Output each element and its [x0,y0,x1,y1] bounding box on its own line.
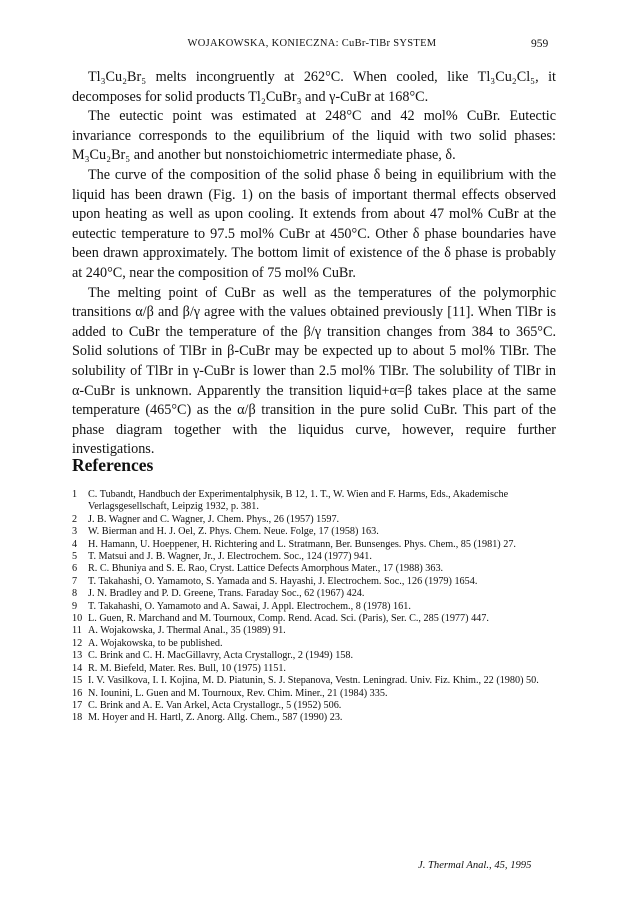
body-text [72,68,556,460]
reference-item [72,551,556,563]
reference-item [72,563,556,575]
reference-item [72,625,556,637]
reference-item [72,489,556,514]
reference-item [72,526,556,538]
reference-number: 9 [72,600,78,612]
reference-number: 1 [72,489,78,500]
reference-list [72,489,556,725]
reference-number: 17 [72,699,83,711]
references-heading: References [72,455,154,475]
page-number: 959 [531,38,549,50]
reference-number: 5 [72,551,78,563]
reference-text: T. Takahashi, O. Yamamoto, S. Yamada and S. Hayashi, J. Electrochem. Soc., 126 (1979) 1654. [88,575,478,587]
paragraph: Tl₃Cu₂Br₅ melts incongruently at 262°C. When cooled, like Tl₃Cu₂Cl₅, it decomposes for solid products Tl₂CuBr₃ and γ-CuBr at 168°C. [72,69,556,105]
reference-item [72,613,556,625]
reference-text: J. N. Bradley and P. D. Greene, Trans. Faraday Soc., 62 (1967) 424. [88,588,365,600]
reference-text: J. B. Wagner and C. Wagner, J. Chem. Phys., 26 (1957) 1597. [88,513,340,525]
reference-text: L. Guen, R. Marchand and M. Tournoux, Comp. Rend. Acad. Sci. (Paris), Ser. C., 285 (1977) 447. [88,613,489,625]
reference-number: 2 [72,513,78,525]
reference-text: W. Bierman and H. J. Oel, Z. Phys. Chem. Neue. Folge, 17 (1958) 163. [88,526,379,538]
reference-text: N. Iounini, L. Guen and M. Tournoux, Rev. Chim. Miner., 21 (1984) 335. [88,687,388,699]
reference-text: T. Takahashi, O. Yamamoto and A. Sawai, J. Appl. Electrochem., 8 (1978) 161. [88,600,411,612]
reference-item [72,576,556,588]
reference-item [72,700,556,712]
reference-number: 16 [72,687,83,699]
paragraph: The eutectic point was estimated at 248°C and 42 mol% CuBr. Eutectic invariance corresponds to the equilibrium of the liquid with two solid phases: M₃Cu₂Br₅ and another but nonstoichiometric intermediate phase, δ. [72,108,556,164]
reference-item [72,601,556,613]
reference-text: H. Hamann, U. Hoeppener, H. Richtering and L. Stratmann, Ber. Bunsenges. Phys. Chem., 85 (1981) 27. [88,538,516,550]
reference-text: M. Hoyer and H. Hartl, Z. Anorg. Allg. Chem., 587 (1990) 23. [88,712,343,724]
reference-text: I. V. Vasilkova, I. I. Kojina, M. D. Piatunin, S. J. Stepanova, Vestn. Leningrad. Univ. Fiz. Khim., 22 (1980) 50. [88,675,539,687]
reference-item [72,638,556,650]
running-header [0,38,624,54]
reference-text: T. Matsui and J. B. Wagner, Jr., J. Electrochem. Soc., 124 (1977) 941. [88,551,372,563]
reference-item [72,675,556,687]
reference-text: R. C. Bhuniya and S. E. Rao, Cryst. Lattice Defects Amorphous Mater., 17 (1988) 363. [88,563,444,575]
reference-item [72,688,556,700]
reference-number: 3 [72,526,78,538]
paragraph: The melting point of CuBr as well as the temperatures of the polymorphic transitions α/β and β/γ agree with the values obtained previously [11]. When TlBr is added to CuBr the temperature of the β/γ transition changes from 384 to 365°C. Solid solutions of TlBr in β-CuBr may be expected up to about 5 mol% TlBr. The solubility of TlBr in γ-CuBr is lower than 2.5 mol% TlBr. The solubility of TlBr in α-CuBr is unknown. Apparently the transition liquid+α=β takes place at the same temperature (465°C) as the α/β transition in the pure solid CuBr. This part of the phase diagram together with the liquidus curve, however, require further investigations. [72,284,556,458]
reference-item [72,514,556,526]
reference-item [72,663,556,675]
reference-text: C. Tubandt, Handbuch der Experimentalphysik, B 12, 1. T., W. Wien and F. Harms, Eds., Akademische Verlagsgesellschaft, Leipzig 1932, p. 381. [88,489,509,513]
reference-item [72,712,556,724]
reference-text: R. M. Biefeld, Mater. Res. Bull, 10 (1975) 1151. [88,662,286,674]
reference-number: 14 [72,662,83,674]
reference-text: A. Wojakowska, J. Thermal Anal., 35 (1989) 91. [88,625,286,637]
reference-number: 13 [72,650,83,662]
paragraph: The curve of the composition of the solid phase δ being in equilibrium with the liquid has been drawn (Fig. 1) on the basis of important thermal effects observed upon heating as well as upon cooling. It extends from about 47 mol% CuBr at the eutectic temperature to 97.5 mol% CuBr at 450°C. Other δ phase boundaries have been drawn approximately. The bottom limit of existence of the δ phase is probably at 240°C, near the composition of 75 mol% CuBr. [72,166,556,281]
reference-number: 6 [72,563,78,575]
reference-text: C. Brink and C. H. MacGillavry, Acta Crystallogr., 2 (1949) 158. [88,650,354,662]
running-title: WOJAKOWSKA, KONIECZNA: CuBr-TlBr SYSTEM [187,38,437,49]
reference-number: 4 [72,538,78,550]
reference-item [72,650,556,662]
reference-number: 7 [72,575,78,587]
reference-text: C. Brink and A. E. Van Arkel, Acta Crystallogr., 5 (1952) 506. [88,699,342,711]
journal-citation: J. Thermal Anal., 45, 1995 [418,860,532,871]
reference-number: 8 [72,588,78,600]
reference-text: A. Wojakowska, to be published. [88,637,223,649]
reference-number: 10 [72,613,83,625]
reference-item [72,588,556,600]
reference-number: 15 [72,675,83,687]
reference-number: 11 [72,625,82,637]
reference-number: 12 [72,637,83,649]
reference-number: 18 [72,712,83,724]
reference-item [72,539,556,551]
